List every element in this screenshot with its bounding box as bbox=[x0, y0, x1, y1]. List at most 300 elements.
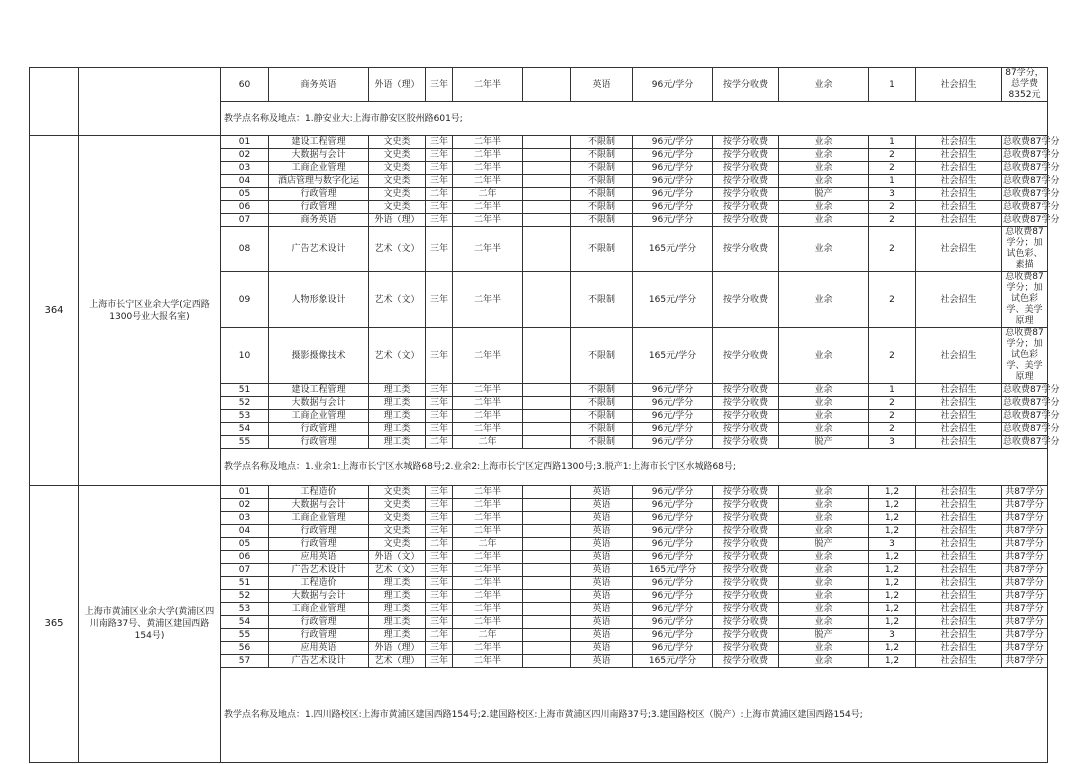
blank-cell bbox=[523, 272, 571, 328]
major-name-cell: 行政管理 bbox=[269, 525, 369, 538]
major-name-cell: 商务英语 bbox=[269, 68, 369, 102]
enrollment-cell: 社会招生 bbox=[916, 68, 1002, 102]
fee-method-cell: 按学分收费 bbox=[713, 162, 779, 175]
major-name-cell: 工商企业管理 bbox=[269, 410, 369, 423]
language-cell: 不限制 bbox=[571, 436, 633, 449]
length-cell: 三年 bbox=[426, 590, 453, 603]
enrollment-cell: 社会招生 bbox=[916, 525, 1002, 538]
study-form-cell: 业余 bbox=[779, 410, 869, 423]
duration-cell: 二年半 bbox=[453, 328, 523, 384]
admissions-table-sheet bbox=[29, 67, 1060, 720]
length-cell: 三年 bbox=[426, 149, 453, 162]
blank-cell bbox=[523, 499, 571, 512]
note-cell: 总收费87学分 bbox=[1003, 189, 1060, 199]
blank-cell bbox=[523, 616, 571, 629]
site-cell: 1,2 bbox=[869, 616, 916, 629]
blank-cell bbox=[523, 201, 571, 214]
fee-method-cell: 按学分收费 bbox=[713, 629, 779, 642]
major-code-cell: 52 bbox=[221, 590, 269, 603]
language-cell: 不限制 bbox=[571, 214, 633, 227]
duration-cell: 二年半 bbox=[453, 577, 523, 590]
fee-cell: 96元/学分 bbox=[633, 512, 713, 525]
language-cell: 不限制 bbox=[571, 201, 633, 214]
major-name-cell: 工程造价 bbox=[269, 577, 369, 590]
blank-cell bbox=[523, 642, 571, 655]
study-form-cell: 业余 bbox=[779, 551, 869, 564]
fee-method-cell: 按学分收费 bbox=[713, 590, 779, 603]
study-form-cell: 业余 bbox=[779, 68, 869, 102]
study-form-cell: 业余 bbox=[779, 577, 869, 590]
institution-number bbox=[30, 68, 79, 136]
duration-cell: 二年半 bbox=[453, 486, 523, 499]
length-cell: 三年 bbox=[426, 564, 453, 577]
major-code-cell: 03 bbox=[221, 162, 269, 175]
duration-cell: 二年半 bbox=[453, 423, 523, 436]
fee-cell: 165元/学分 bbox=[633, 655, 713, 668]
enrollment-cell: 社会招生 bbox=[916, 384, 1002, 397]
study-form-cell: 业余 bbox=[779, 423, 869, 436]
note-cell: 总收费87学分 bbox=[1003, 176, 1060, 186]
duration-cell: 二年半 bbox=[453, 272, 523, 328]
fee-method-cell: 按学分收费 bbox=[713, 538, 779, 551]
note-cell: 共87学分 bbox=[1002, 551, 1048, 564]
category-cell: 文史类 bbox=[369, 499, 426, 512]
enrollment-cell: 社会招生 bbox=[916, 397, 1002, 410]
enrollment-cell: 社会招生 bbox=[916, 512, 1002, 525]
site-cell: 2 bbox=[869, 149, 916, 162]
site-cell: 1,2 bbox=[869, 642, 916, 655]
duration-cell: 二年 bbox=[453, 629, 523, 642]
fee-cell: 96元/学分 bbox=[633, 629, 713, 642]
language-cell: 不限制 bbox=[571, 328, 633, 384]
blank-cell bbox=[523, 538, 571, 551]
category-cell: 艺术（文） bbox=[369, 564, 426, 577]
language-cell: 英语 bbox=[571, 564, 633, 577]
length-cell: 三年 bbox=[426, 655, 453, 668]
blank-cell bbox=[523, 512, 571, 525]
site-cell: 1 bbox=[869, 68, 916, 102]
language-cell: 英语 bbox=[571, 551, 633, 564]
blank-cell bbox=[523, 486, 571, 499]
site-cell: 3 bbox=[869, 436, 916, 449]
fee-method-cell: 按学分收费 bbox=[713, 227, 779, 272]
language-cell: 不限制 bbox=[571, 227, 633, 272]
enrollment-cell: 社会招生 bbox=[916, 272, 1002, 328]
length-cell: 三年 bbox=[426, 384, 453, 397]
major-name-cell: 大数据与会计 bbox=[269, 590, 369, 603]
length-cell: 三年 bbox=[426, 551, 453, 564]
fee-method-cell: 按学分收费 bbox=[713, 149, 779, 162]
major-code-cell: 60 bbox=[221, 68, 269, 102]
language-cell: 不限制 bbox=[571, 136, 633, 149]
note-cell: 总收费87学分 bbox=[1003, 215, 1060, 225]
major-name-cell: 广告艺术设计 bbox=[269, 227, 369, 272]
fee-cell: 96元/学分 bbox=[633, 486, 713, 499]
study-form-cell: 脱产 bbox=[779, 629, 869, 642]
site-cell: 2 bbox=[869, 410, 916, 423]
enrollment-cell: 社会招生 bbox=[916, 642, 1002, 655]
fee-cell: 96元/学分 bbox=[633, 201, 713, 214]
fee-method-cell: 按学分收费 bbox=[713, 655, 779, 668]
note-cell: 总收费87学分 bbox=[1003, 411, 1060, 421]
note-cell: 共87学分 bbox=[1002, 655, 1048, 668]
site-cell: 3 bbox=[869, 188, 916, 201]
length-cell: 二年 bbox=[426, 629, 453, 642]
duration-cell: 二年半 bbox=[453, 175, 523, 188]
duration-cell: 二年半 bbox=[453, 512, 523, 525]
length-cell: 三年 bbox=[426, 201, 453, 214]
major-code-cell: 01 bbox=[221, 136, 269, 149]
site-cell: 1,2 bbox=[869, 512, 916, 525]
blank-cell bbox=[523, 436, 571, 449]
major-code-cell: 01 bbox=[221, 486, 269, 499]
site-cell: 2 bbox=[869, 201, 916, 214]
fee-method-cell: 按学分收费 bbox=[713, 188, 779, 201]
blank-cell bbox=[523, 655, 571, 668]
major-name-cell: 大数据与会计 bbox=[269, 499, 369, 512]
study-form-cell: 业余 bbox=[779, 384, 869, 397]
fee-cell: 96元/学分 bbox=[633, 538, 713, 551]
blank-cell bbox=[523, 227, 571, 272]
fee-method-cell: 按学分收费 bbox=[713, 423, 779, 436]
major-name-cell: 大数据与会计 bbox=[269, 397, 369, 410]
study-form-cell: 业余 bbox=[779, 590, 869, 603]
fee-method-cell: 按学分收费 bbox=[713, 642, 779, 655]
length-cell: 三年 bbox=[426, 136, 453, 149]
site-cell: 1,2 bbox=[869, 551, 916, 564]
site-cell: 1,2 bbox=[869, 564, 916, 577]
fee-cell: 96元/学分 bbox=[633, 590, 713, 603]
language-cell: 英语 bbox=[571, 577, 633, 590]
enrollment-cell: 社会招生 bbox=[916, 629, 1002, 642]
fee-method-cell: 按学分收费 bbox=[713, 201, 779, 214]
fee-cell: 96元/学分 bbox=[633, 423, 713, 436]
duration-cell: 二年半 bbox=[453, 68, 523, 102]
enrollment-cell: 社会招生 bbox=[916, 136, 1002, 149]
major-code-cell: 51 bbox=[221, 384, 269, 397]
category-cell: 外语（理） bbox=[369, 214, 426, 227]
category-cell: 理工类 bbox=[369, 577, 426, 590]
blank-cell bbox=[523, 577, 571, 590]
major-code-cell: 04 bbox=[221, 175, 269, 188]
blank-cell bbox=[523, 328, 571, 384]
enrollment-cell: 社会招生 bbox=[916, 436, 1002, 449]
fee-method-cell: 按学分收费 bbox=[713, 175, 779, 188]
major-name-cell: 工商企业管理 bbox=[269, 603, 369, 616]
length-cell: 三年 bbox=[426, 616, 453, 629]
category-cell: 文史类 bbox=[369, 525, 426, 538]
duration-cell: 二年半 bbox=[453, 162, 523, 175]
teaching-location: 教学点名称及地点：1.静安业大:上海市静安区胶州路601号; bbox=[221, 102, 1048, 136]
fee-method-cell: 按学分收费 bbox=[713, 214, 779, 227]
duration-cell: 二年 bbox=[453, 436, 523, 449]
major-name-cell: 行政管理 bbox=[269, 201, 369, 214]
major-name-cell: 行政管理 bbox=[269, 436, 369, 449]
site-cell: 3 bbox=[869, 629, 916, 642]
language-cell: 英语 bbox=[571, 616, 633, 629]
site-cell: 2 bbox=[869, 214, 916, 227]
category-cell: 外语（理） bbox=[369, 642, 426, 655]
table-row bbox=[30, 486, 1048, 499]
enrollment-cell: 社会招生 bbox=[916, 551, 1002, 564]
major-code-cell: 05 bbox=[221, 188, 269, 201]
duration-cell: 二年半 bbox=[453, 525, 523, 538]
fee-cell: 96元/学分 bbox=[633, 499, 713, 512]
table-row bbox=[30, 136, 1048, 149]
length-cell: 三年 bbox=[426, 603, 453, 616]
major-name-cell: 行政管理 bbox=[269, 629, 369, 642]
major-code-cell: 04 bbox=[221, 525, 269, 538]
fee-method-cell: 按学分收费 bbox=[713, 499, 779, 512]
language-cell: 英语 bbox=[571, 525, 633, 538]
study-form-cell: 脱产 bbox=[779, 538, 869, 551]
category-cell: 理工类 bbox=[369, 603, 426, 616]
category-cell: 艺术（文） bbox=[369, 272, 426, 328]
note-cell: 共87学分 bbox=[1002, 642, 1048, 655]
note-cell: 共87学分 bbox=[1002, 512, 1048, 525]
note-cell: 共87学分 bbox=[1002, 616, 1048, 629]
duration-cell: 二年半 bbox=[453, 384, 523, 397]
site-cell: 1,2 bbox=[869, 486, 916, 499]
fee-method-cell: 按学分收费 bbox=[713, 551, 779, 564]
study-form-cell: 业余 bbox=[779, 525, 869, 538]
fee-cell: 96元/学分 bbox=[633, 603, 713, 616]
blank-cell bbox=[523, 149, 571, 162]
study-form-cell: 业余 bbox=[779, 175, 869, 188]
length-cell: 三年 bbox=[426, 642, 453, 655]
enrollment-cell: 社会招生 bbox=[916, 577, 1002, 590]
duration-cell: 二年半 bbox=[453, 616, 523, 629]
category-cell: 文史类 bbox=[369, 512, 426, 525]
study-form-cell: 业余 bbox=[779, 201, 869, 214]
length-cell: 三年 bbox=[426, 68, 453, 102]
major-code-cell: 05 bbox=[221, 538, 269, 551]
length-cell: 三年 bbox=[426, 423, 453, 436]
duration-cell: 二年半 bbox=[453, 551, 523, 564]
major-name-cell: 酒店管理与数字化运 bbox=[269, 175, 369, 188]
major-code-cell: 56 bbox=[221, 642, 269, 655]
category-cell: 文史类 bbox=[369, 188, 426, 201]
site-cell: 1 bbox=[869, 175, 916, 188]
enrollment-cell: 社会招生 bbox=[916, 616, 1002, 629]
study-form-cell: 业余 bbox=[779, 512, 869, 525]
major-name-cell: 大数据与会计 bbox=[269, 149, 369, 162]
fee-cell: 96元/学分 bbox=[633, 397, 713, 410]
note-cell: 共87学分 bbox=[1002, 538, 1048, 551]
major-name-cell: 建设工程管理 bbox=[269, 384, 369, 397]
enrollment-cell: 社会招生 bbox=[916, 590, 1002, 603]
length-cell: 三年 bbox=[426, 397, 453, 410]
language-cell: 英语 bbox=[571, 499, 633, 512]
site-cell: 1,2 bbox=[869, 499, 916, 512]
duration-cell: 二年半 bbox=[453, 397, 523, 410]
blank-cell bbox=[523, 410, 571, 423]
fee-cell: 96元/学分 bbox=[633, 642, 713, 655]
note-cell: 总收费87学分 bbox=[1003, 150, 1060, 160]
language-cell: 不限制 bbox=[571, 423, 633, 436]
category-cell: 理工类 bbox=[369, 410, 426, 423]
duration-cell: 二年半 bbox=[453, 590, 523, 603]
major-code-cell: 57 bbox=[221, 655, 269, 668]
note-cell: 总收费87学分 bbox=[1003, 163, 1060, 173]
enrollment-cell: 社会招生 bbox=[916, 188, 1002, 201]
enrollment-cell: 社会招生 bbox=[916, 201, 1002, 214]
blank-cell bbox=[523, 629, 571, 642]
blank-cell bbox=[523, 564, 571, 577]
language-cell: 英语 bbox=[571, 590, 633, 603]
fee-method-cell: 按学分收费 bbox=[713, 436, 779, 449]
study-form-cell: 业余 bbox=[779, 603, 869, 616]
fee-method-cell: 按学分收费 bbox=[713, 328, 779, 384]
category-cell: 文史类 bbox=[369, 136, 426, 149]
enrollment-cell: 社会招生 bbox=[916, 149, 1002, 162]
length-cell: 三年 bbox=[426, 577, 453, 590]
language-cell: 英语 bbox=[571, 538, 633, 551]
blank-cell bbox=[523, 68, 571, 102]
fee-cell: 96元/学分 bbox=[633, 188, 713, 201]
institution-name: 上海市长宁区业余大学(定西路1300号业大报名室) bbox=[79, 136, 221, 486]
blank-cell bbox=[523, 175, 571, 188]
category-cell: 艺术（文） bbox=[369, 227, 426, 272]
fee-method-cell: 按学分收费 bbox=[713, 577, 779, 590]
blank-cell bbox=[523, 162, 571, 175]
institution-name bbox=[79, 68, 221, 136]
note-cell: 总收费87学分；加试色彩学、美学原理 bbox=[1002, 328, 1048, 384]
fee-cell: 96元/学分 bbox=[633, 525, 713, 538]
major-name-cell: 人物形象设计 bbox=[269, 272, 369, 328]
fee-method-cell: 按学分收费 bbox=[713, 512, 779, 525]
site-cell: 2 bbox=[869, 397, 916, 410]
note-cell: 共87学分 bbox=[1002, 577, 1048, 590]
site-cell: 1 bbox=[869, 384, 916, 397]
length-cell: 三年 bbox=[426, 214, 453, 227]
major-code-cell: 09 bbox=[221, 272, 269, 328]
fee-cell: 165元/学分 bbox=[633, 272, 713, 328]
enrollment-cell: 社会招生 bbox=[916, 227, 1002, 272]
language-cell: 不限制 bbox=[571, 175, 633, 188]
major-name-cell: 应用英语 bbox=[269, 551, 369, 564]
category-cell: 文史类 bbox=[369, 175, 426, 188]
duration-cell: 二年半 bbox=[453, 136, 523, 149]
duration-cell: 二年半 bbox=[453, 499, 523, 512]
major-code-cell: 06 bbox=[221, 201, 269, 214]
major-code-cell: 02 bbox=[221, 499, 269, 512]
site-cell: 1,2 bbox=[869, 655, 916, 668]
length-cell: 二年 bbox=[426, 436, 453, 449]
study-form-cell: 业余 bbox=[779, 149, 869, 162]
site-cell: 2 bbox=[869, 328, 916, 384]
category-cell: 外语（文） bbox=[369, 551, 426, 564]
major-code-cell: 51 bbox=[221, 577, 269, 590]
fee-method-cell: 按学分收费 bbox=[713, 616, 779, 629]
major-name-cell: 应用英语 bbox=[269, 642, 369, 655]
fee-cell: 96元/学分 bbox=[633, 162, 713, 175]
study-form-cell: 业余 bbox=[779, 272, 869, 328]
study-form-cell: 脱产 bbox=[779, 188, 869, 201]
length-cell: 三年 bbox=[426, 525, 453, 538]
language-cell: 不限制 bbox=[571, 272, 633, 328]
category-cell: 理工类 bbox=[369, 616, 426, 629]
language-cell: 不限制 bbox=[571, 149, 633, 162]
note-cell: 共87学分 bbox=[1002, 525, 1048, 538]
blank-cell bbox=[523, 603, 571, 616]
fee-cell: 96元/学分 bbox=[633, 149, 713, 162]
blank-cell bbox=[523, 551, 571, 564]
language-cell: 英语 bbox=[571, 486, 633, 499]
enrollment-cell: 社会招生 bbox=[916, 175, 1002, 188]
length-cell: 三年 bbox=[426, 486, 453, 499]
study-form-cell: 业余 bbox=[779, 214, 869, 227]
institution-number: 364 bbox=[30, 136, 79, 486]
category-cell: 艺术（理） bbox=[369, 655, 426, 668]
major-name-cell: 广告艺术设计 bbox=[269, 564, 369, 577]
length-cell: 二年 bbox=[426, 538, 453, 551]
note-cell: 共87学分 bbox=[1002, 564, 1048, 577]
blank-cell bbox=[523, 423, 571, 436]
fee-method-cell: 按学分收费 bbox=[713, 68, 779, 102]
major-code-cell: 10 bbox=[221, 328, 269, 384]
major-code-cell: 54 bbox=[221, 616, 269, 629]
major-code-cell: 54 bbox=[221, 423, 269, 436]
category-cell: 文史类 bbox=[369, 201, 426, 214]
category-cell: 理工类 bbox=[369, 629, 426, 642]
blank-cell bbox=[523, 188, 571, 201]
enrollment-cell: 社会招生 bbox=[916, 499, 1002, 512]
length-cell: 三年 bbox=[426, 512, 453, 525]
major-name-cell: 商务英语 bbox=[269, 214, 369, 227]
enrollment-cell: 社会招生 bbox=[916, 655, 1002, 668]
major-name-cell: 摄影摄像技术 bbox=[269, 328, 369, 384]
site-cell: 2 bbox=[869, 272, 916, 328]
category-cell: 艺术（文） bbox=[369, 328, 426, 384]
category-cell: 理工类 bbox=[369, 423, 426, 436]
category-cell: 理工类 bbox=[369, 590, 426, 603]
fee-cell: 96元/学分 bbox=[633, 577, 713, 590]
length-cell: 三年 bbox=[426, 499, 453, 512]
fee-cell: 165元/学分 bbox=[633, 227, 713, 272]
major-name-cell: 工程造价 bbox=[269, 486, 369, 499]
duration-cell: 二年半 bbox=[453, 201, 523, 214]
fee-method-cell: 按学分收费 bbox=[713, 384, 779, 397]
language-cell: 不限制 bbox=[571, 188, 633, 201]
blank-cell bbox=[523, 136, 571, 149]
duration-cell: 二年半 bbox=[453, 214, 523, 227]
language-cell: 英语 bbox=[571, 603, 633, 616]
fee-method-cell: 按学分收费 bbox=[713, 564, 779, 577]
table-row bbox=[30, 68, 1048, 102]
study-form-cell: 业余 bbox=[779, 136, 869, 149]
length-cell: 二年 bbox=[426, 188, 453, 201]
enrollment-cell: 社会招生 bbox=[916, 564, 1002, 577]
note-cell: 87学分，总学费8352元 bbox=[1002, 68, 1048, 102]
major-code-cell: 07 bbox=[221, 564, 269, 577]
major-name-cell: 工商企业管理 bbox=[269, 512, 369, 525]
fee-cell: 96元/学分 bbox=[633, 436, 713, 449]
note-cell: 共87学分 bbox=[1002, 629, 1048, 642]
study-form-cell: 业余 bbox=[779, 655, 869, 668]
study-form-cell: 业余 bbox=[779, 642, 869, 655]
fee-cell: 96元/学分 bbox=[633, 384, 713, 397]
category-cell: 理工类 bbox=[369, 384, 426, 397]
fee-cell: 165元/学分 bbox=[633, 328, 713, 384]
enrollment-cell: 社会招生 bbox=[916, 486, 1002, 499]
blank-cell bbox=[523, 384, 571, 397]
major-code-cell: 55 bbox=[221, 436, 269, 449]
note-cell: 总收费87学分 bbox=[1003, 437, 1060, 447]
fee-cell: 96元/学分 bbox=[633, 68, 713, 102]
fee-cell: 165元/学分 bbox=[633, 564, 713, 577]
fee-cell: 96元/学分 bbox=[633, 214, 713, 227]
